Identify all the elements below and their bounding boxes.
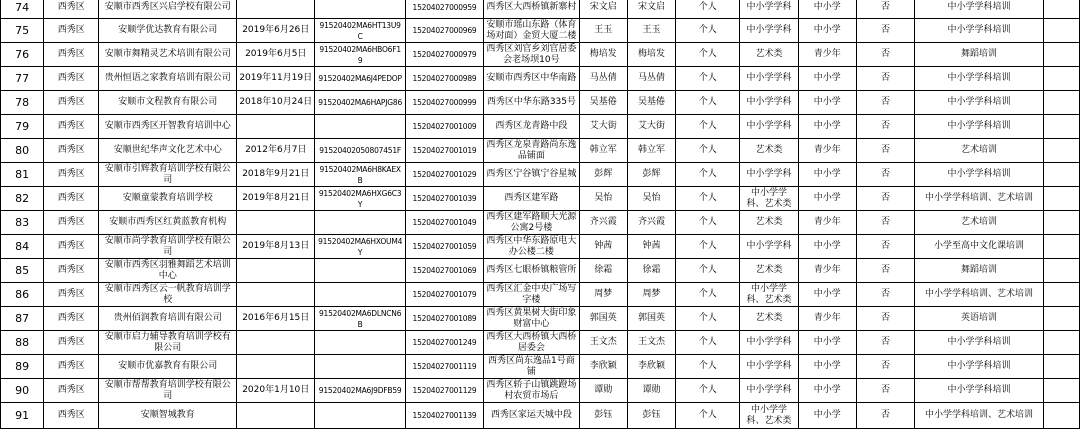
table-row <box>1 307 1080 331</box>
table-row <box>1 67 1080 91</box>
table-row <box>1 139 1080 163</box>
scope-cell: 舞蹈培训 <box>915 43 1044 67</box>
legal-person-cell: 宋文启 <box>579 0 627 19</box>
boarding-cell: 否 <box>856 91 914 115</box>
register-date-cell <box>237 283 315 307</box>
license-number-cell: 15204027001129 <box>405 379 483 403</box>
row-number: 77 <box>1 67 44 91</box>
institution-name-cell: 安顺市引辉教育培训学校有限公司 <box>99 163 237 187</box>
license-number-cell: 15204027000959 <box>405 0 483 19</box>
scope-cell: 中小学学科培训 <box>915 331 1044 355</box>
boarding-cell: 否 <box>856 19 914 43</box>
license-number-cell: 15204027001039 <box>405 187 483 211</box>
target-cell: 中小学 <box>798 379 856 403</box>
address-cell: 西秀区家运天城中段 <box>484 403 579 429</box>
target-cell: 青少年 <box>798 211 856 235</box>
address-cell: 西秀区汇金中央广场写字楼 <box>484 283 579 307</box>
principal-cell: 郭国英 <box>627 307 675 331</box>
credit-code-cell: 91520402MA6H8KAEXB <box>315 163 405 187</box>
row-number: 81 <box>1 163 44 187</box>
district-cell: 西秀区 <box>44 19 99 43</box>
legal-person-cell: 彭辉 <box>579 163 627 187</box>
credit-code-cell <box>315 259 405 283</box>
credit-code-cell <box>315 0 405 19</box>
institution-name-cell: 贵州恒语之家教育培训有限公司 <box>99 67 237 91</box>
credit-code-cell <box>315 211 405 235</box>
scope-cell: 中小学学科培训 <box>915 0 1044 19</box>
license-number-cell: 15204027000999 <box>405 91 483 115</box>
address-cell: 西秀区建军路顺大光源公寓2号楼 <box>484 211 579 235</box>
boarding-cell: 否 <box>856 0 914 19</box>
address-cell: 安顺市西秀区中华南路 <box>484 67 579 91</box>
type-cell: 个人 <box>676 403 740 429</box>
license-number-cell: 15204027000989 <box>405 67 483 91</box>
district-cell: 西秀区 <box>44 403 99 429</box>
type-cell: 个人 <box>676 115 740 139</box>
category-cell: 艺术类 <box>740 139 798 163</box>
boarding-cell: 否 <box>856 43 914 67</box>
scope-cell: 英语培训 <box>915 307 1044 331</box>
category-cell: 中小学学科 <box>740 0 798 19</box>
type-cell: 个人 <box>676 187 740 211</box>
boarding-cell: 否 <box>856 187 914 211</box>
empty-cell <box>1043 379 1079 403</box>
category-cell: 中小学学科 <box>740 379 798 403</box>
district-cell: 西秀区 <box>44 115 99 139</box>
legal-person-cell: 郭国英 <box>579 307 627 331</box>
category-cell: 中小学学科 <box>740 235 798 259</box>
principal-cell: 吴怡 <box>627 187 675 211</box>
row-number: 87 <box>1 307 44 331</box>
credit-code-cell <box>315 115 405 139</box>
district-cell: 西秀区 <box>44 139 99 163</box>
license-number-cell: 15204027000979 <box>405 43 483 67</box>
principal-cell: 马丛倩 <box>627 67 675 91</box>
target-cell: 青少年 <box>798 43 856 67</box>
district-cell: 西秀区 <box>44 187 99 211</box>
district-cell: 西秀区 <box>44 379 99 403</box>
district-cell: 西秀区 <box>44 235 99 259</box>
institution-name-cell: 安顺市舞精灵艺术培训有限公司 <box>99 43 237 67</box>
legal-person-cell: 梅培发 <box>579 43 627 67</box>
scope-cell: 艺术培训 <box>915 139 1044 163</box>
row-number: 75 <box>1 19 44 43</box>
type-cell: 个人 <box>676 139 740 163</box>
legal-person-cell: 谭勋 <box>579 379 627 403</box>
legal-person-cell: 钟茜 <box>579 235 627 259</box>
boarding-cell: 否 <box>856 163 914 187</box>
license-number-cell: 15204027001249 <box>405 331 483 355</box>
credit-code-cell: 91520402MA6HXG6C3Y <box>315 187 405 211</box>
table-row <box>1 163 1080 187</box>
address-cell: 西秀区七眼桥镇粮管所 <box>484 259 579 283</box>
target-cell: 中小学 <box>798 0 856 19</box>
license-number-cell: 15204027001089 <box>405 307 483 331</box>
empty-cell <box>1043 283 1079 307</box>
category-cell: 艺术类 <box>740 259 798 283</box>
table-row <box>1 43 1080 67</box>
institution-name-cell: 安顺市西秀区兴启学校有限公司 <box>99 0 237 19</box>
license-number-cell: 15204027001119 <box>405 355 483 379</box>
district-cell: 西秀区 <box>44 67 99 91</box>
credit-code-cell <box>315 403 405 429</box>
boarding-cell: 否 <box>856 235 914 259</box>
target-cell: 中小学 <box>798 235 856 259</box>
credit-code-cell: 91520402MA6HT13U9C <box>315 19 405 43</box>
district-cell: 西秀区 <box>44 91 99 115</box>
address-cell: 西秀区尚东逸品1号商铺 <box>484 355 579 379</box>
scope-cell: 中小学学科培训 <box>915 355 1044 379</box>
target-cell: 青少年 <box>798 259 856 283</box>
scope-cell: 中小学学科培训、艺术培训 <box>915 283 1044 307</box>
address-cell: 西秀区黄果树大街印象财富中心 <box>484 307 579 331</box>
scope-cell: 中小学学科培训 <box>915 91 1044 115</box>
table-row <box>1 259 1080 283</box>
principal-cell: 李欣颖 <box>627 355 675 379</box>
scope-cell: 中小学学科培训 <box>915 115 1044 139</box>
row-number: 91 <box>1 403 44 429</box>
row-number: 85 <box>1 259 44 283</box>
address-cell: 西秀区中华东路335号 <box>484 91 579 115</box>
principal-cell: 徐霜 <box>627 259 675 283</box>
boarding-cell: 否 <box>856 259 914 283</box>
register-date-cell: 2018年9月21日 <box>237 163 315 187</box>
credit-code-cell: 91520402MA6HAPJG86 <box>315 91 405 115</box>
target-cell: 中小学 <box>798 91 856 115</box>
principal-cell: 韩立军 <box>627 139 675 163</box>
legal-person-cell: 王文杰 <box>579 331 627 355</box>
table-row <box>1 91 1080 115</box>
register-date-cell <box>237 403 315 429</box>
type-cell: 个人 <box>676 235 740 259</box>
type-cell: 个人 <box>676 355 740 379</box>
district-cell: 西秀区 <box>44 211 99 235</box>
type-cell: 个人 <box>676 163 740 187</box>
institution-name-cell: 安顺市优嘉教育有限公司 <box>99 355 237 379</box>
legal-person-cell: 周梦 <box>579 283 627 307</box>
district-cell: 西秀区 <box>44 331 99 355</box>
address-cell: 西秀区轿子山镇跳蹬场村农贸市场后 <box>484 379 579 403</box>
table-row <box>1 19 1080 43</box>
district-cell: 西秀区 <box>44 283 99 307</box>
address-cell: 西秀区宁谷镇宁谷星城 <box>484 163 579 187</box>
empty-cell <box>1043 235 1079 259</box>
row-number: 78 <box>1 91 44 115</box>
institution-name-cell: 安顺市西秀区云一帆教育培训学校 <box>99 283 237 307</box>
address-cell: 西秀区建军路 <box>484 187 579 211</box>
institution-name-cell: 贵州佰润教育培训有限公司 <box>99 307 237 331</box>
table-row <box>1 403 1080 429</box>
register-date-cell: 2012年6月7日 <box>237 139 315 163</box>
type-cell: 个人 <box>676 283 740 307</box>
table-row <box>1 187 1080 211</box>
institution-name-cell: 安顺市西秀区羽雅舞蹈艺术培训中心 <box>99 259 237 283</box>
empty-cell <box>1043 115 1079 139</box>
type-cell: 个人 <box>676 259 740 283</box>
institution-name-cell: 安顺市文程教育有限公司 <box>99 91 237 115</box>
principal-cell: 艾大街 <box>627 115 675 139</box>
register-date-cell: 2019年11月19日 <box>237 67 315 91</box>
row-number: 80 <box>1 139 44 163</box>
table-body <box>1 0 1080 429</box>
register-date-cell: 2020年1月10日 <box>237 379 315 403</box>
institution-name-cell: 安顺市尚学教育培训学校有限公司 <box>99 235 237 259</box>
table-row <box>1 235 1080 259</box>
address-cell: 西秀区龙青路中段 <box>484 115 579 139</box>
empty-cell <box>1043 187 1079 211</box>
table-row <box>1 331 1080 355</box>
scope-cell: 中小学学科培训、艺术培训 <box>915 187 1044 211</box>
principal-cell: 钟茜 <box>627 235 675 259</box>
credit-code-cell <box>315 283 405 307</box>
category-cell: 中小学学科 <box>740 163 798 187</box>
boarding-cell: 否 <box>856 139 914 163</box>
district-cell: 西秀区 <box>44 355 99 379</box>
category-cell: 中小学学科 <box>740 91 798 115</box>
register-date-cell <box>237 115 315 139</box>
empty-cell <box>1043 307 1079 331</box>
type-cell: 个人 <box>676 43 740 67</box>
district-cell: 西秀区 <box>44 163 99 187</box>
principal-cell: 彭辉 <box>627 163 675 187</box>
credit-code-cell: 91520402MA6J9DFB59 <box>315 379 405 403</box>
scope-cell: 舞蹈培训 <box>915 259 1044 283</box>
register-date-cell: 2019年8月13日 <box>237 235 315 259</box>
legal-person-cell: 徐霜 <box>579 259 627 283</box>
scope-cell: 中小学学科培训 <box>915 19 1044 43</box>
row-number: 83 <box>1 211 44 235</box>
category-cell: 中小学学科 <box>740 19 798 43</box>
category-cell: 艺术类 <box>740 307 798 331</box>
boarding-cell: 否 <box>856 115 914 139</box>
legal-person-cell: 吴怡 <box>579 187 627 211</box>
category-cell: 中小学学科、艺术类 <box>740 187 798 211</box>
principal-cell: 谭勋 <box>627 379 675 403</box>
principal-cell: 王文杰 <box>627 331 675 355</box>
table-row <box>1 379 1080 403</box>
boarding-cell: 否 <box>856 283 914 307</box>
legal-person-cell: 吴基倦 <box>579 91 627 115</box>
institution-name-cell: 安顺童蒙教育培训学校 <box>99 187 237 211</box>
target-cell: 中小学 <box>798 163 856 187</box>
empty-cell <box>1043 19 1079 43</box>
legal-person-cell: 王玉 <box>579 19 627 43</box>
row-number: 76 <box>1 43 44 67</box>
table-row <box>1 115 1080 139</box>
empty-cell <box>1043 211 1079 235</box>
table-row <box>1 211 1080 235</box>
credit-code-cell: 91520402MA6J4PEDOP <box>315 67 405 91</box>
address-cell: 西秀区龙泉青路尚东逸品铺面 <box>484 139 579 163</box>
row-number: 74 <box>1 0 44 19</box>
institution-name-cell: 安顺智城教育 <box>99 403 237 429</box>
institution-name-cell: 安顺市西秀区红黄蓝教育机构 <box>99 211 237 235</box>
address-cell: 安顺市瑶山东路（体育场对面）金贸大厦二楼 <box>484 19 579 43</box>
scope-cell: 中小学学科培训、艺术培训 <box>915 403 1044 429</box>
license-number-cell: 15204027001019 <box>405 139 483 163</box>
type-cell: 个人 <box>676 307 740 331</box>
legal-person-cell: 李欣颖 <box>579 355 627 379</box>
category-cell: 中小学学科 <box>740 67 798 91</box>
institution-name-cell: 安顺市西秀区开智教育培训中心 <box>99 115 237 139</box>
scope-cell: 中小学学科培训 <box>915 379 1044 403</box>
register-date-cell <box>237 355 315 379</box>
address-cell: 西秀区中华东路原电大办公楼二楼 <box>484 235 579 259</box>
license-number-cell: 15204027001029 <box>405 163 483 187</box>
row-number: 89 <box>1 355 44 379</box>
institution-name-cell: 安顺市启力辅导教育培训学校有限公司 <box>99 331 237 355</box>
type-cell: 个人 <box>676 211 740 235</box>
license-number-cell: 15204027001139 <box>405 403 483 429</box>
scope-cell: 小学至高中文化课培训 <box>915 235 1044 259</box>
target-cell: 中小学 <box>798 283 856 307</box>
license-number-cell: 15204027001069 <box>405 259 483 283</box>
legal-person-cell: 艾大街 <box>579 115 627 139</box>
boarding-cell: 否 <box>856 67 914 91</box>
boarding-cell: 否 <box>856 403 914 429</box>
boarding-cell: 否 <box>856 355 914 379</box>
license-number-cell: 15204027001059 <box>405 235 483 259</box>
target-cell: 中小学 <box>798 331 856 355</box>
legal-person-cell: 齐兴霞 <box>579 211 627 235</box>
credit-code-cell: 91520402MA6HXOUM4Y <box>315 235 405 259</box>
target-cell: 中小学 <box>798 67 856 91</box>
boarding-cell: 否 <box>856 379 914 403</box>
credit-code-cell: 91520402MA6HBO6F19 <box>315 43 405 67</box>
category-cell: 中小学学科 <box>740 355 798 379</box>
type-cell: 个人 <box>676 0 740 19</box>
register-date-cell: 2019年6月26日 <box>237 19 315 43</box>
type-cell: 个人 <box>676 379 740 403</box>
district-cell: 西秀区 <box>44 0 99 19</box>
principal-cell: 吴基倦 <box>627 91 675 115</box>
register-date-cell: 2019年6月5日 <box>237 43 315 67</box>
target-cell: 中小学 <box>798 187 856 211</box>
target-cell: 青少年 <box>798 139 856 163</box>
address-cell: 西秀区大西桥镇大西桥居委会 <box>484 331 579 355</box>
table-row <box>1 283 1080 307</box>
target-cell: 中小学 <box>798 355 856 379</box>
target-cell: 中小学 <box>798 115 856 139</box>
principal-cell: 周梦 <box>627 283 675 307</box>
empty-cell <box>1043 139 1079 163</box>
row-number: 82 <box>1 187 44 211</box>
register-date-cell: 2019年8月21日 <box>237 187 315 211</box>
category-cell: 艺术类 <box>740 211 798 235</box>
empty-cell <box>1043 355 1079 379</box>
district-cell: 西秀区 <box>44 259 99 283</box>
empty-cell <box>1043 259 1079 283</box>
principal-cell: 王玉 <box>627 19 675 43</box>
boarding-cell: 否 <box>856 211 914 235</box>
table-row <box>1 0 1080 19</box>
register-date-cell <box>237 331 315 355</box>
principal-cell: 齐兴霞 <box>627 211 675 235</box>
empty-cell <box>1043 163 1079 187</box>
target-cell: 中小学 <box>798 19 856 43</box>
register-date-cell: 2016年6月15日 <box>237 307 315 331</box>
row-number: 86 <box>1 283 44 307</box>
legal-person-cell: 韩立军 <box>579 139 627 163</box>
boarding-cell: 否 <box>856 307 914 331</box>
principal-cell: 梅培发 <box>627 43 675 67</box>
scope-cell: 艺术培训 <box>915 211 1044 235</box>
target-cell: 青少年 <box>798 307 856 331</box>
license-number-cell: 15204027001049 <box>405 211 483 235</box>
type-cell: 个人 <box>676 331 740 355</box>
credit-code-cell <box>315 331 405 355</box>
target-cell: 中小学 <box>798 403 856 429</box>
category-cell: 中小学学科、艺术类 <box>740 283 798 307</box>
row-number: 84 <box>1 235 44 259</box>
license-number-cell: 15204027001079 <box>405 283 483 307</box>
principal-cell: 宋文启 <box>627 0 675 19</box>
license-number-cell: 15204027000969 <box>405 19 483 43</box>
district-cell: 西秀区 <box>44 43 99 67</box>
institution-name-cell: 安顺市帮帮教育培训学校有限公司 <box>99 379 237 403</box>
scope-cell: 中小学学科培训 <box>915 67 1044 91</box>
credit-code-cell: 91520402MA6DLNCN6B <box>315 307 405 331</box>
credit-code-cell: 91520402050807451F <box>315 139 405 163</box>
category-cell: 艺术类 <box>740 43 798 67</box>
row-number: 79 <box>1 115 44 139</box>
boarding-cell: 否 <box>856 331 914 355</box>
institution-name-cell: 安顺世纪华声文化艺术中心 <box>99 139 237 163</box>
category-cell: 中小学学科 <box>740 331 798 355</box>
register-date-cell: 2018年10月24日 <box>237 91 315 115</box>
address-cell: 西秀区刘官乡刘官居委会老场坝10号 <box>484 43 579 67</box>
scope-cell: 中小学学科培训 <box>915 163 1044 187</box>
legal-person-cell: 马丛倩 <box>579 67 627 91</box>
type-cell: 个人 <box>676 91 740 115</box>
type-cell: 个人 <box>676 67 740 91</box>
register-date-cell <box>237 259 315 283</box>
empty-cell <box>1043 403 1079 429</box>
category-cell: 中小学学科、艺术类 <box>740 403 798 429</box>
empty-cell <box>1043 67 1079 91</box>
credit-code-cell <box>315 355 405 379</box>
type-cell: 个人 <box>676 19 740 43</box>
register-date-cell <box>237 0 315 19</box>
address-cell: 西秀区大西桥镇新寨村 <box>484 0 579 19</box>
empty-cell <box>1043 0 1079 19</box>
empty-cell <box>1043 91 1079 115</box>
license-number-cell: 15204027001009 <box>405 115 483 139</box>
row-number: 88 <box>1 331 44 355</box>
district-cell: 西秀区 <box>44 307 99 331</box>
row-number: 90 <box>1 379 44 403</box>
register-date-cell <box>237 211 315 235</box>
table-row <box>1 355 1080 379</box>
empty-cell <box>1043 43 1079 67</box>
legal-person-cell: 彭钰 <box>579 403 627 429</box>
institution-name-cell: 安顺学优达教育有限公司 <box>99 19 237 43</box>
empty-cell <box>1043 331 1079 355</box>
category-cell: 中小学学科 <box>740 115 798 139</box>
principal-cell: 彭钰 <box>627 403 675 429</box>
